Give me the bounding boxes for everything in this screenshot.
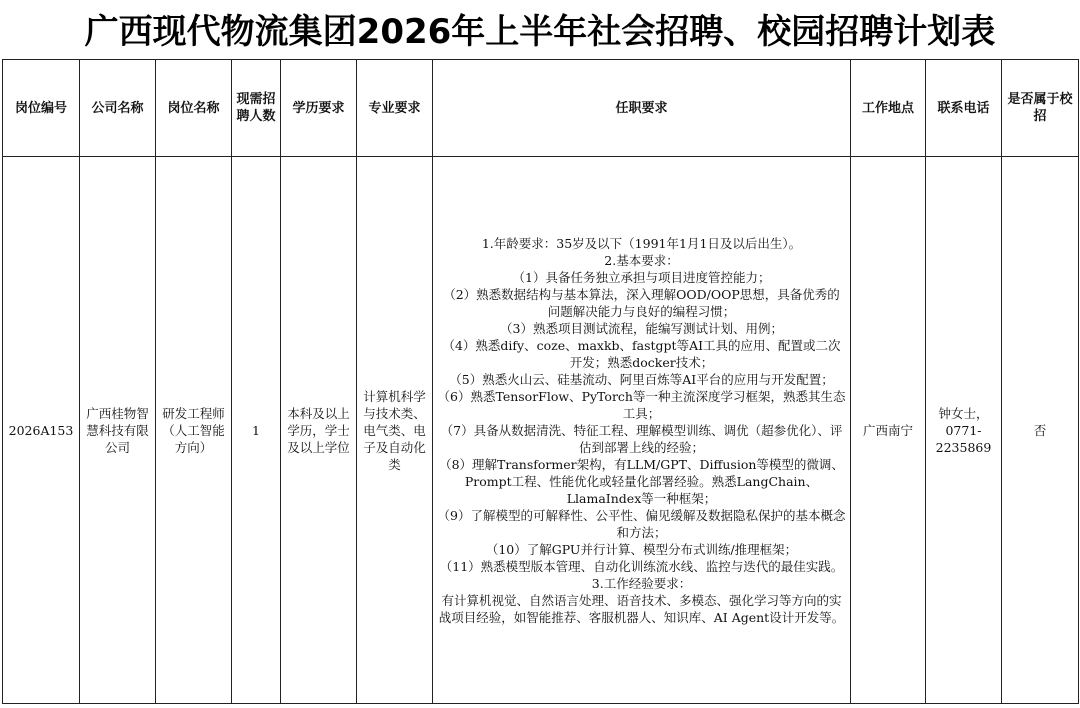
header-row [3, 60, 1079, 157]
cell-location: 广西南宁 [851, 157, 926, 704]
cell-requirements [433, 157, 851, 704]
header-contact: 联系电话 [926, 60, 1002, 157]
header-post-id: 岗位编号 [3, 60, 80, 157]
header-education: 学历要求 [281, 60, 357, 157]
cell-education: 本科及以上学历，学士及以上学位 [281, 157, 357, 704]
requirement-line: （5）熟悉火山云、硅基流动、阿里百炼等AI平台的应用与开发配置； [449, 371, 834, 387]
page-title: 广西现代物流集团2026年上半年社会招聘、校园招聘计划表 [84, 12, 996, 52]
requirement-line: （4）熟悉dify、coze、maxkb、fastgpt等AI工具的应用、配置或二次开发；熟悉docker技术； [442, 337, 841, 370]
requirement-line: （10）了解GPU并行计算、模型分布式训练/推理框架； [485, 541, 798, 557]
table-row [3, 157, 1079, 704]
header-campus: 是否属于校招 [1002, 60, 1079, 157]
cell-post-id: 2026A153 [3, 157, 80, 704]
requirement-line: （2）熟悉数据结构与基本算法，深入理解OOD/OOP思想，具备优秀的问题解决能力与良好的编程习惯； [443, 286, 840, 319]
requirement-line: 2.基本要求： [604, 252, 679, 268]
cell-headcount: 1 [232, 157, 281, 704]
requirement-line: （9）了解模型的可解释性、公平性、偏见缓解及数据隐私保护的基本概念和方法； [437, 507, 846, 540]
header-location: 工作地点 [851, 60, 926, 157]
cell-contact: 钟女士，0771-2235869 [926, 157, 1002, 704]
header-major: 专业要求 [357, 60, 433, 157]
header-post-name: 岗位名称 [156, 60, 232, 157]
requirement-line: （8）理解Transformer架构，有LLM/GPT、Diffusion等模型的微调、Prompt工程、性能优化或轻量化部署经验。熟悉LangChain、LlamaIndex等一种框架； [439, 456, 844, 506]
cell-major: 计算机科学与技术类、电气类、电子及自动化类 [357, 157, 433, 704]
cell-company: 广西桂物智慧科技有限公司 [80, 157, 156, 704]
requirement-line: （6）熟悉TensorFlow、PyTorch等一种主流深度学习框架，熟悉其生态工具； [437, 388, 846, 421]
header-company: 公司名称 [80, 60, 156, 157]
recruitment-plan-table [2, 59, 1079, 704]
header-headcount: 现需招聘人数 [232, 60, 281, 157]
requirement-line: 有计算机视觉、自然语言处理、语音技术、多模态、强化学习等方向的实战项目经验，如智能推荐、客服机器人、知识库、AI Agent设计开发等。 [438, 592, 845, 625]
requirement-line: 3.工作经验要求： [591, 575, 692, 591]
requirement-line: （1）具备任务独立承担与项目进度管控能力； [512, 269, 771, 285]
header-requirements: 任职要求 [433, 60, 851, 157]
cell-post-name: 研发工程师（人工智能方向） [156, 157, 232, 704]
cell-campus: 否 [1002, 157, 1079, 704]
requirement-line: （11）熟悉模型版本管理、自动化训练流水线、监控与迭代的最佳实践。 [439, 558, 844, 574]
requirement-line: （3）熟悉项目测试流程，能编写测试计划、用例； [500, 320, 783, 336]
requirement-line: 1.年龄要求：35岁及以下（1991年1月1日及以后出生）。 [481, 235, 802, 251]
requirement-line: （7）具备从数据清洗、特征工程、理解模型训练、调优（超参优化）、评估到部署上线的经验； [440, 422, 843, 455]
